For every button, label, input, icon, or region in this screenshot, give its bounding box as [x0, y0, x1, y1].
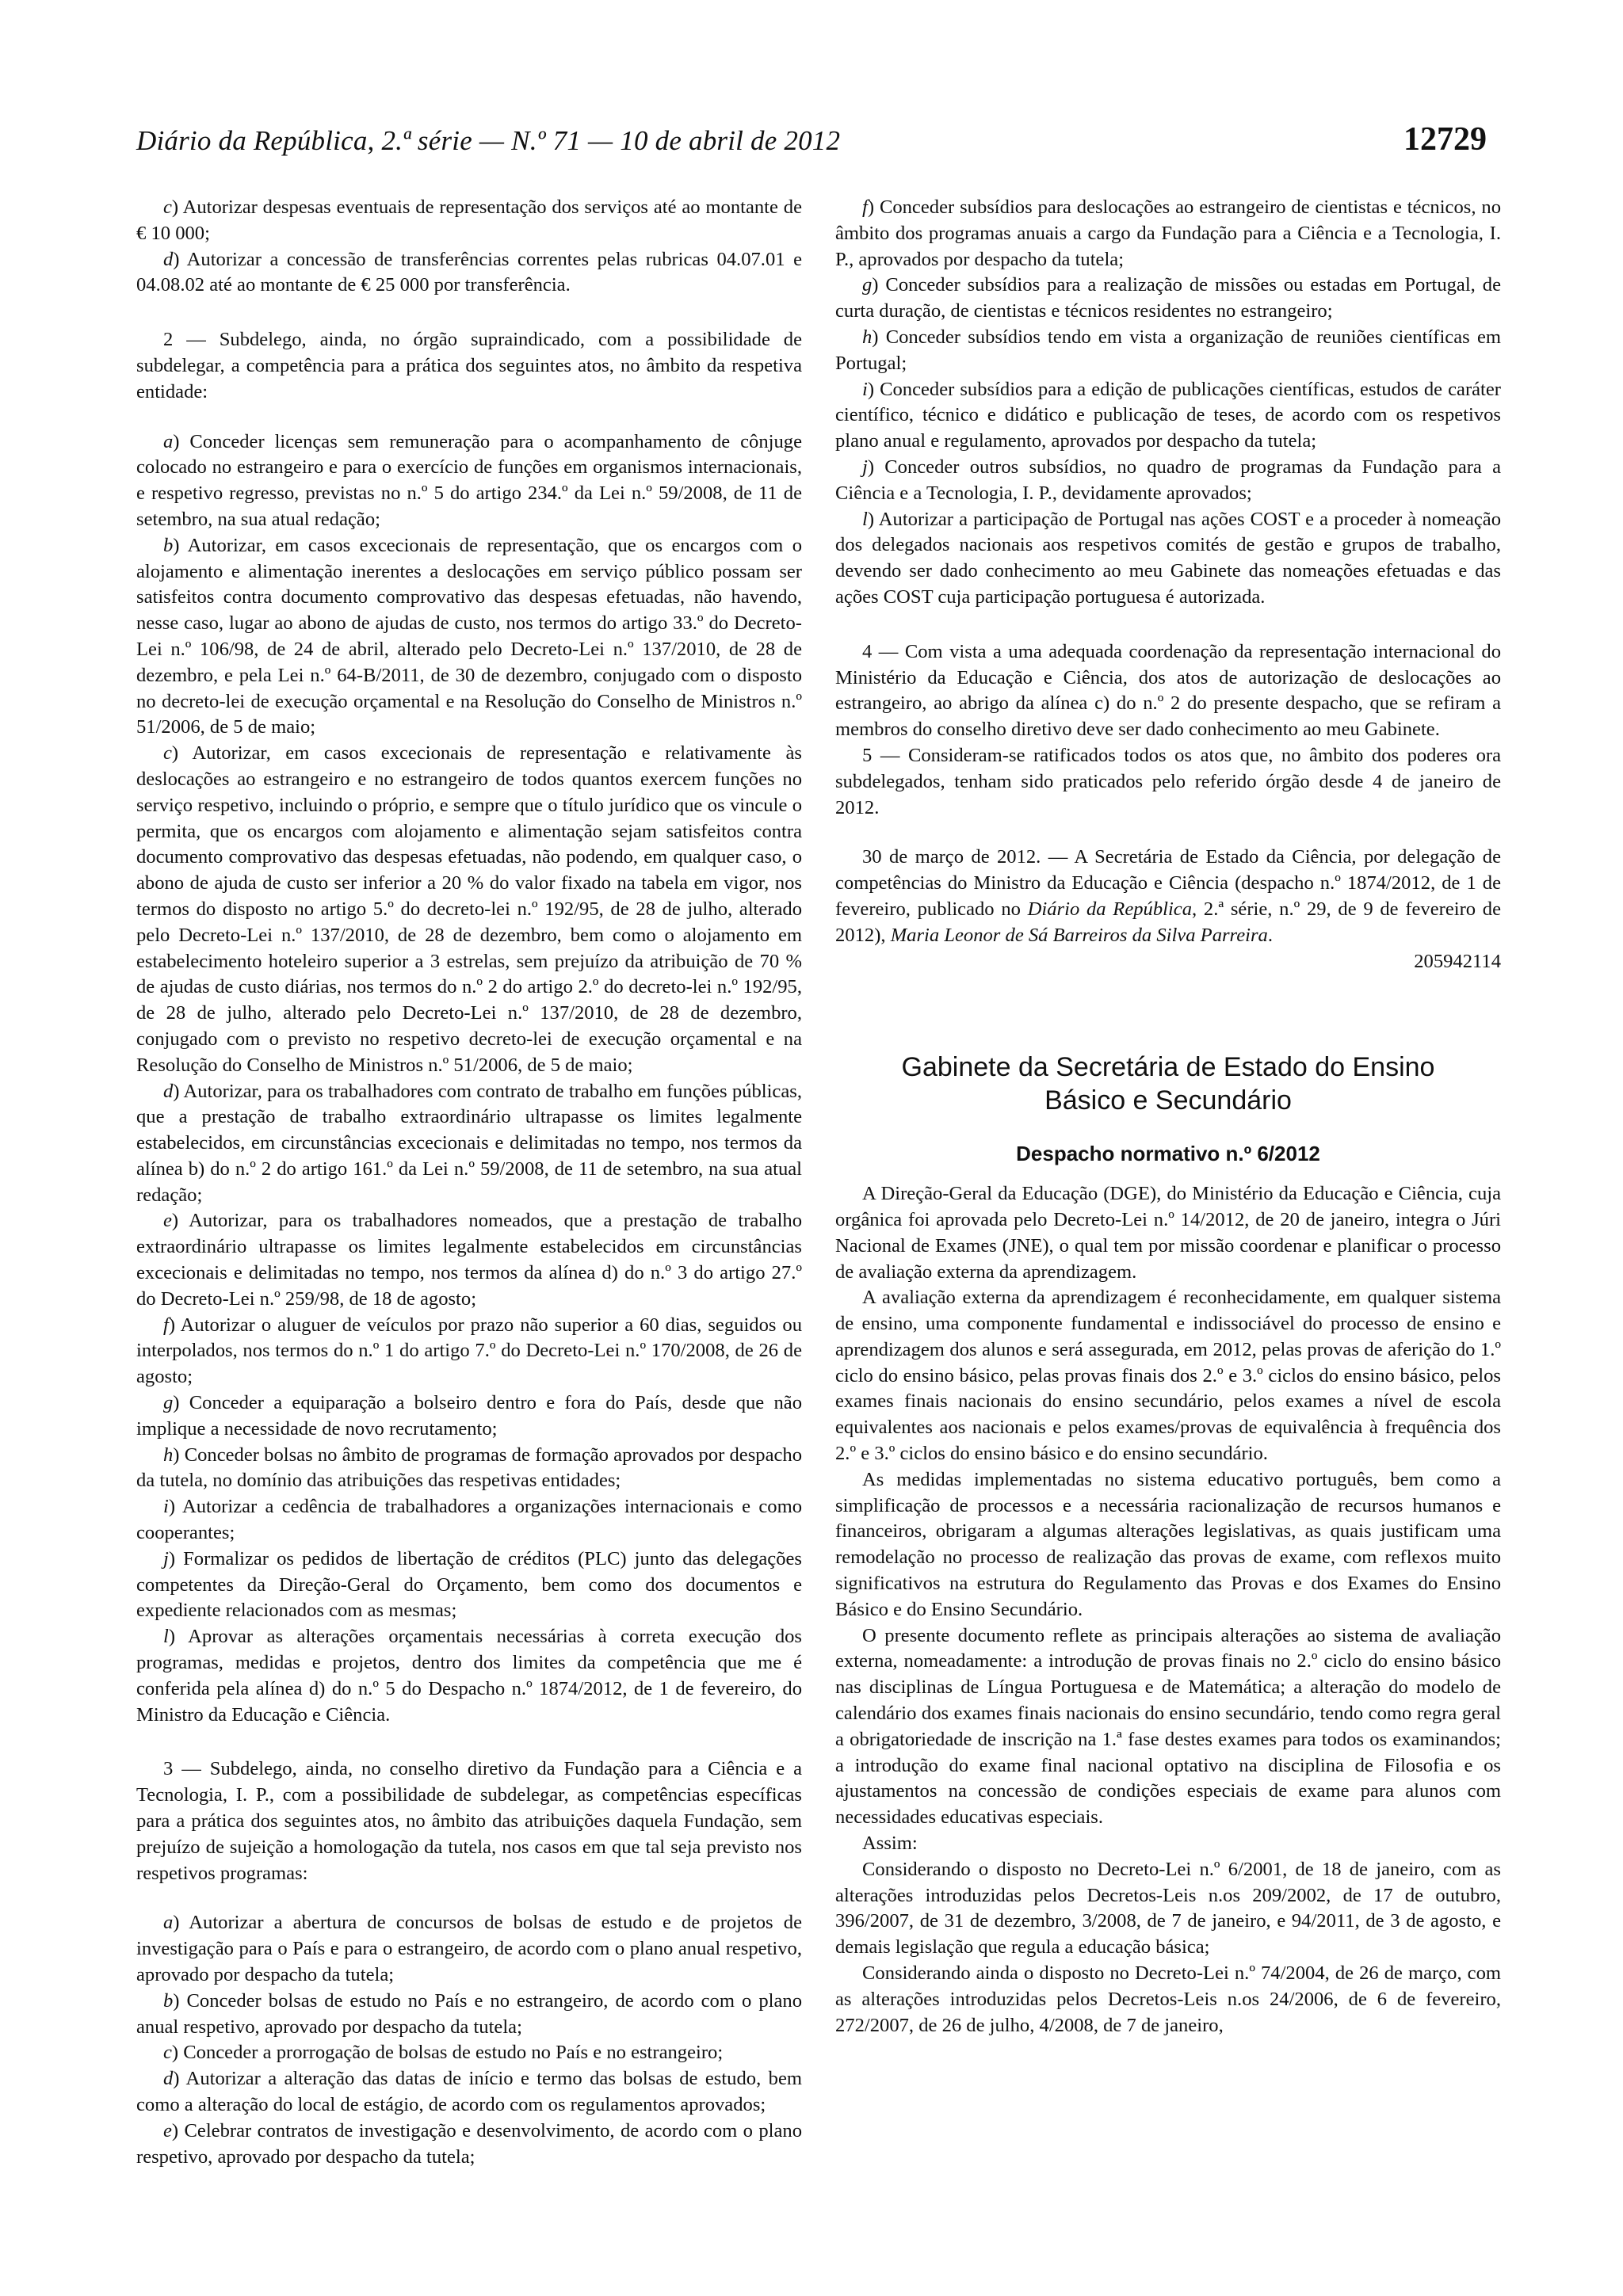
item-text: ) Autorizar, em casos excecionais de representação e relativamente às deslocações ao estrangeiro e no estrangeiro de todos quantos exercem funções no serviço respetivo, incluindo o próprio, e sempre que o título jurídico que os vincule o permita, que os encargos com alojamento e alimentação sejam satisfeitos contra documento comprovativo das despesas efetuadas, não podendo, em qualquer caso, o abono de ajuda de custo ser inferior a 20 % do valor fixado na tabela em vigor, nos termos do disposto no artigo 5.º do decreto-lei n.º 192/95, de 28 de julho, alterado pelo Decreto-Lei n.º 137/2010, de 28 de dezembro, bem como o alojamento em estabelecimento hoteleiro superior a 3 estrelas, sem prejuízo da atribuição de 70 % de ajudas de custo diárias, nos termos do n.º 2 do artigo 2.º do decreto-lei n.º 192/95, de 28 de julho, alterado pelo Decreto-Lei n.º 137/2010, de 28 de dezembro, conjugado com o previsto no respetivo decreto-lei de execução orçamental e na Resolução do Conselho de Ministros n.º 51/2006, de 5 de maio;: [136, 742, 802, 1076]
item-text: ) Autorizar a abertura de concursos de bolsas de estudo e de projetos de investigação para o País e para o estrangeiro, de acordo com o plano anual respetivo, aprovado por despacho da tutela;: [136, 1912, 802, 1985]
paragraph: [136, 1547, 802, 1624]
paragraph: [136, 1624, 802, 1728]
item-text: ) Autorizar o aluguer de veículos por prazo não superior a 60 dias, seguidos ou interpolados, nos termos do n.º 1 do artigo 7.º do Decreto-Lei n.º 170/2008, de 26 de agosto;: [136, 1314, 802, 1388]
item-text: ) Conceder bolsas no âmbito de programas de formação aprovados por despacho da tutela, no domínio das atribuições das respetivas entidades;: [136, 1444, 802, 1492]
item-label: d: [163, 2068, 174, 2090]
item-label: f: [862, 196, 868, 218]
paragraph: A Direção-Geral da Educação (DGE), do Ministério da Educação e Ciência, cuja orgânica foi aprovada pelo Decreto-Lei n.º 14/2012, de 20 de janeiro, integra o Júri Nacional de Exames (JNE), o qual tem por missão coordenar e planificar o processo de avaliação externa da aprendizagem.: [835, 1183, 1501, 1283]
paragraph: [835, 639, 1501, 743]
item-text: ) Conceder licenças sem remuneração para o acompanhamento de cônjuge colocado no estrangeiro e para o exercício de funções em organismos internacionais, e respetivo regresso, previstas no n.º 5 do artigo 234.º da Lei n.º 59/2008, de 11 de setembro, na sua atual redação;: [136, 430, 802, 530]
paragraph: [136, 1208, 802, 1312]
item-label: j: [862, 456, 868, 478]
item-text: ) Autorizar a alteração das datas de início e termo das bolsas de estudo, bem como a alteração do local de estágio, de acordo com os regulamentos aprovados;: [136, 2068, 802, 2115]
item-text: ) Autorizar, para os trabalhadores nomeados, que a prestação de trabalho extraordinário ultrapasse os limites legalmente estabelecidos em circunstâncias excecionais e delimitadas no tempo, nos termos da alínea d) do n.º 3 do artigo 27.º do Decreto-Lei n.º 259/98, de 18 de agosto;: [136, 1210, 802, 1310]
paragraph: [136, 1494, 802, 1547]
item-label: g: [862, 274, 873, 296]
item-text: ) Celebrar contratos de investigação e desenvolvimento, de acordo com o plano respetivo, aprovado por despacho da tutela;: [136, 2119, 802, 2168]
paragraph: [136, 429, 802, 533]
item-label: b: [163, 534, 174, 556]
paragraph: [136, 1079, 802, 1209]
item-text: ) Autorizar a concessão de transferências correntes pelas rubricas 04.07.01 e 04.08.02 até ao montante de € 25 000 por transferência.: [136, 248, 802, 296]
paragraph: [136, 1390, 802, 1443]
item-text: ) Formalizar os pedidos de libertação de créditos (PLC) junto das delegações competentes da Direção-Geral do Orçamento, bem como dos documentos e expediente relacionados com as mesmas;: [136, 1547, 802, 1622]
paragraph: [835, 325, 1501, 377]
item-label: d: [163, 1080, 174, 1102]
paragraph: [136, 1313, 802, 1390]
item-text: ) Conceder subsídios para a realização de missões ou estadas em Portugal, de curta duração, de cientistas e técnicos residentes no estrangeiro;: [835, 274, 1501, 322]
paragraph: [136, 327, 802, 405]
item-label: e: [163, 2119, 172, 2142]
paragraph: [136, 247, 802, 299]
document-number: 205942114: [1414, 950, 1501, 972]
paragraph: [136, 2040, 802, 2066]
item-text: 4 — Com vista a uma adequada coordenação da representação internacional do Ministério da Educação e Ciência, dos atos de autorização de deslocações ao estrangeiro, ao abrigo da alínea c) do n.º 2 do presente despacho, que se refiram a membros do conselho diretivo deve ser dado conhecimento ao meu Gabinete.: [835, 640, 1501, 741]
despacho-title: Despacho normativo n.º 6/2012: [1016, 1142, 1320, 1166]
item-label: l: [862, 508, 868, 530]
item-label: c: [163, 196, 172, 218]
paragraph: [136, 2119, 802, 2171]
section-title-line: Básico e Secundário: [1044, 1085, 1292, 1116]
section-title-line: Gabinete da Secretária de Estado do Ensino: [901, 1052, 1435, 1083]
item-text: ) Aprovar as alterações orçamentais necessárias à correta execução dos programas, medidas e projetos, dentro dos limites da competência que me é conferida pela alínea d) do n.º 5 do Despacho n.º 1874/2012, de 1 de fevereiro, do Ministro da Educação e Ciência.: [136, 1626, 802, 1726]
item-text: ) Autorizar, em casos excecionais de representação, que os encargos com o alojamento e alimentação inerentes a deslocações em serviço público possam ser satisfeitos contra documento comprovativo das despesas efetuadas, não havendo, nesse caso, lugar ao abono de ajudas de custo, nos termos do artigo 33.º do Decreto-Lei n.º 106/98, de 24 de abril, alterado pelo Decreto-Lei n.º 137/2010, de 28 de dezembro, e pela Lei n.º 64-B/2011, de 30 de dezembro, conjugado com o disposto no decreto-lei de execução orçamental e na Resolução do Conselho de Ministros n.º 51/2006, de 5 de maio;: [136, 534, 802, 738]
right-column: [835, 195, 1501, 2039]
item-text: ) Conceder subsídios para a edição de publicações científicas, estudos de caráter científico, técnico e didático e publicação de teses, de acordo com os respetivos plano anual e regulamento, aprovados por despacho da tutela;: [835, 378, 1501, 452]
item-label: d: [163, 248, 174, 270]
item-text: ) Autorizar a cedência de trabalhadores a organizações internacionais e como cooperantes;: [136, 1496, 802, 1544]
paragraph: [835, 507, 1501, 611]
item-text: ) Conceder a prorrogação de bolsas de estudo no País e no estrangeiro;: [171, 2042, 724, 2064]
item-label: a: [163, 430, 174, 452]
item-text: ) Conceder bolsas de estudo no País e no estrangeiro, de acordo com o plano anual respetivo, aprovado por despacho da tutela;: [136, 1989, 802, 2038]
item-text: 3 — Subdelego, ainda, no conselho diretivo da Fundação para a Ciência e a Tecnologia, I. P., com a possibilidade de subdelegar, as competências específicas para a prática dos seguintes atos, no âmbito das atribuições daquela Fundação, sem prejuízo de sujeição a homologação da tutela, nos casos em que tal seja previsto nos respetivos programas:: [136, 1758, 802, 1884]
item-text: ) Conceder subsídios para deslocações ao estrangeiro de cientistas e técnicos, no âmbito dos programas anuais a cargo da Fundação para a Ciência e a Tecnologia, I. P., aprovados por despacho da tutela;: [835, 196, 1501, 270]
item-text: ) Autorizar a participação de Portugal nas ações COST e a proceder à nomeação dos delegados nacionais aos respetivos comités de gestão e grupos de trabalho, devendo ser dado conhecimento ao meu Gabinete das nomeações efetuadas e das ações COST cuja participação portuguesa é autorizada.: [835, 508, 1501, 608]
paragraph: [136, 1443, 802, 1495]
paragraph: As medidas implementadas no sistema educativo português, bem como a simplificação de processos e a necessária racionalização de recursos humanos e financeiros, obrigaram a algumas alterações legislativas, as quais justificam uma remodelação no processo de realização das provas de exame, com reflexos muito significativos na estrutura do Regulamento das Provas e dos Exames do Ensino Básico e do Ensino Secundário.: [835, 1468, 1501, 1620]
paragraph: [835, 743, 1501, 821]
paragraph: [136, 2066, 802, 2119]
paragraph: [835, 195, 1501, 273]
paragraph: [136, 741, 802, 1078]
item-text: ) Conceder subsídios tendo em vista a organização de reuniões científicas em Portugal;: [835, 326, 1501, 374]
item-label: i: [163, 1496, 169, 1518]
paragraph: [136, 1989, 802, 2041]
item-label: e: [163, 1210, 172, 1232]
item-label: i: [862, 378, 868, 400]
item-label: c: [163, 2042, 172, 2064]
paragraph: Assim:: [862, 1833, 918, 1855]
item-text: 2 — Subdelego, ainda, no órgão supraindicado, com a possibilidade de subdelegar, a competência para a prática dos seguintes atos, no âmbito da respetiva entidade:: [136, 329, 802, 402]
paragraph: [835, 273, 1501, 325]
page-number: 12729: [1403, 121, 1487, 158]
item-label: a: [163, 1912, 174, 1934]
paragraph: Considerando o disposto no Decreto-Lei n.º 6/2001, de 18 de janeiro, com as alterações introduzidas pelos Decretos-Leis n.os 209/2002, de 17 de outubro, 396/2007, de 31 de dezembro, 3/2008, de 7 de janeiro, e 94/2011, de 3 de agosto, e demais legislação que regula a educação básica;: [835, 1858, 1501, 1958]
item-label: b: [163, 1989, 174, 2012]
paragraph: [136, 1756, 802, 1886]
paragraph: [136, 1910, 802, 1988]
item-label: l: [163, 1626, 169, 1648]
left-column: [136, 195, 802, 2170]
item-text: ) Conceder outros subsídios, no quadro de programas da Fundação para a Ciência e a Tecnologia, I. P., devidamente aprovados;: [835, 456, 1501, 504]
running-head: Diário da República, 2.ª série — N.º 71 — 10 de abril de 2012: [136, 125, 841, 156]
paragraph: O presente documento reflete as principais alterações ao sistema de avaliação externa, nomeadamente: a introdução de provas finais no 2.º ciclo do ensino básico nas disciplinas de Língua Portuguesa e de Matemática; a alteração do modelo de calendário dos exames finais nacionais do ensino secundário, tendo como regra geral a obrigatoriedade de inscrição na 1.ª fase destes exames para todos os examinandos; a introdução do exame final nacional optativo na disciplina de Filosofia e os ajustamentos na concessão de condições especiais de exame para alunos com necessidades educativas especiais.: [835, 1624, 1501, 1829]
paragraph: [136, 533, 802, 741]
item-label: c: [163, 742, 172, 765]
item-text: 5 — Consideram-se ratificados todos os atos que, no âmbito dos poderes ora subdelegados, tenham sido praticados pelo referido órgão desde 4 de janeiro de 2012.: [835, 744, 1501, 818]
item-text: ) Conceder a equiparação a bolseiro dentro e fora do País, desde que não implique a necessidade de novo recrutamento;: [136, 1392, 802, 1440]
paragraph: [835, 455, 1501, 507]
item-label: f: [163, 1314, 169, 1336]
item-text: ) Autorizar despesas eventuais de representação dos serviços até ao montante de € 10 000;: [136, 196, 802, 244]
paragraph: [835, 377, 1501, 455]
item-text: ) Autorizar, para os trabalhadores com contrato de trabalho em funções públicas, que a prestação de trabalho extraordinário ultrapasse os limites legalmente estabelecidos, em circunstâncias excecionais e delimitadas no tempo, nos termos da alínea b) do n.º 2 do artigo 161.º da Lei n.º 59/2008, de 11 de setembro, na sua atual redação;: [136, 1080, 802, 1206]
section-title: [835, 1051, 1501, 1117]
paragraph: Considerando ainda o disposto no Decreto-Lei n.º 74/2004, de 26 de março, com as alterações introduzidas pelos Decretos-Leis n.os 24/2006, de 6 de fevereiro, 272/2007, de 26 de julho, 4/2008, de 7 de janeiro,: [835, 1962, 1501, 2036]
signature-paragraph: 30 de março de 2012. — A Secretária de Estado da Ciência, por delegação de competências do Ministro da Educação e Ciência (despacho n.º 1874/2012, de 1 de fevereiro, publicado no Diário da República, 2.ª série, n.º 29, de 9 de fevereiro de 2012), Maria Leonor de Sá Barreiros da Silva Parreira.: [835, 846, 1501, 946]
item-label: g: [163, 1392, 174, 1414]
item-label: h: [163, 1444, 174, 1466]
paragraph: A avaliação externa da aprendizagem é reconhecidamente, em qualquer sistema de ensino, uma componente fundamental e indissociável do processo de ensino e aprendizagem dos alunos e será assegurada, em 2012, pelas provas de aferição do 1.º ciclo do ensino básico, pelas provas finais dos 2.º e 3.º ciclos do ensino básico, pelos exames finais nacionais do ensino secundário, pelos exames a nível de escola equivalentes aos nacionais e pelos exames/provas de equivalência à frequência dos 2.º e 3.º ciclos do ensino básico e do ensino secundário.: [835, 1287, 1501, 1465]
item-label: j: [163, 1547, 169, 1569]
item-label: h: [862, 326, 873, 348]
paragraph: [136, 195, 802, 247]
